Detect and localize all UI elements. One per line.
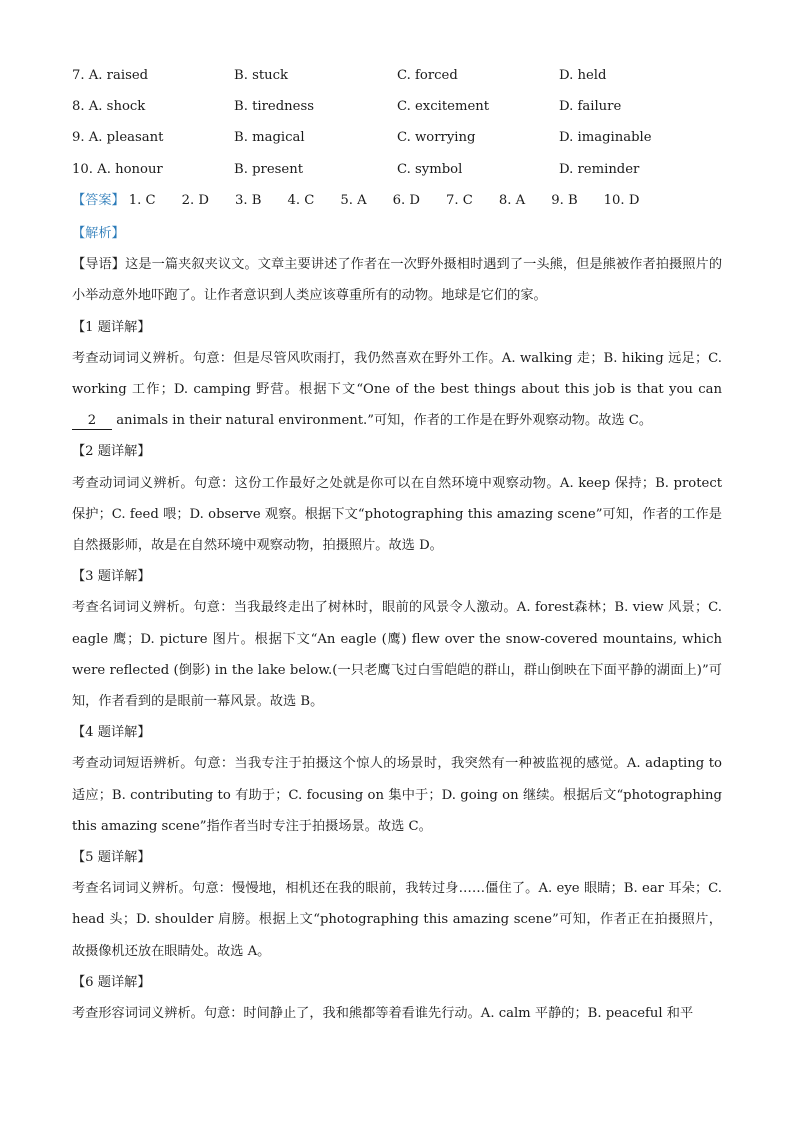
question-7-options — [72, 62, 722, 93]
option-c: C. symbol — [397, 161, 463, 177]
detail-text: 考查形容词词义辨析。句意：时间静止了，我和熊都等着看谁先行动。A. calm 平静的；B. peaceful 和平 — [72, 1005, 694, 1021]
option-c: C. excitement — [397, 99, 490, 115]
option-d: D. reminder — [559, 161, 640, 177]
detail-paragraph — [72, 468, 722, 562]
answer-key — [72, 187, 722, 218]
option-a: 7. A. raised — [72, 68, 149, 83]
analysis-heading: 【解析】 — [72, 225, 125, 241]
option-a: 8. A. shock — [72, 99, 146, 115]
answer-item: 6. D — [392, 192, 420, 208]
answer-item: 10. D — [603, 192, 640, 208]
option-d: D. imaginable — [559, 130, 652, 146]
detail-paragraph — [72, 592, 722, 717]
option-b: B. magical — [234, 130, 305, 146]
detail-heading: 【5 题详解】 — [72, 849, 151, 865]
detail-paragraph — [72, 343, 722, 437]
page-content — [72, 62, 722, 1029]
detail-heading: 【3 题详解】 — [72, 569, 151, 585]
detail-paragraph — [72, 748, 722, 842]
intro-text: 这是一篇夹叙夹议文。文章主要讲述了作者在一次野外摄相时遇到了一头熊，但是熊被作者拍摄照片的小举动意外地吓跑了。让作者意识到人类应该尊重所有的动物。地球是它们的家。 — [72, 257, 723, 304]
detail-paragraph — [72, 998, 722, 1029]
option-c: C. worrying — [397, 130, 476, 146]
option-b: B. tiredness — [234, 99, 314, 115]
question-10-options — [72, 156, 722, 187]
intro-tag: 【导语】 — [72, 257, 126, 273]
detail-text: 考查名词词义辨析。句意：当我最终走出了树林时，眼前的风景令人激动。A. forest森林；B. view 风景；C. eagle 鹰；D. picture 图片。根据下文“An eagle (鹰) flew over the snow-covered mountains, which were reflected (倒影) in the lake below.(一只老鹰飞过白雪皑皑的群山，群山倒映在下面平静的湖面上)”可知，作者看到的是眼前一幕风景。故选 B。 — [72, 600, 722, 709]
answer-item: 3. B — [234, 192, 262, 208]
intro-paragraph — [72, 249, 722, 311]
detail-heading: 【1 题详解】 — [72, 319, 151, 335]
detail-text: 考查动词词义辨析。句意：但是尽管风吹雨打，我仍然喜欢在野外工作。A. walking 走；B. hiking 远足；C. working 工作；D. camping 野营。根据下文“One of the best things about this job is that you can — [72, 350, 722, 397]
answer-item: 7. C — [446, 192, 473, 208]
option-b: B. stuck — [234, 68, 289, 83]
detail-text: 考查动词短语辨析。句意：当我专注于拍摄这个惊人的场景时，我突然有一种被监视的感觉。A. adapting to 适应；B. contributing to 有助于；C. focusing on 集中于；D. going on 继续。根据后文“photographing this amazing scene”指作者当时专注于拍摄场景。故选 C。 — [72, 756, 722, 834]
answer-item: 1. C — [128, 192, 156, 208]
answer-item: 9. B — [551, 192, 578, 208]
option-d: D. failure — [559, 99, 622, 115]
detail-text: 考查名词词义辨析。句意：慢慢地，相机还在我的眼前，我转过身……僵住了。A. eye 眼睛；B. ear 耳朵；C. head 头；D. shoulder 肩膀。根据上文“photographing this amazing scene”可知，作者正在拍摄照片，故摄像机还放在眼睛处。故选 A。 — [72, 881, 722, 959]
answer-item: 8. A — [498, 192, 526, 208]
question-8-options — [72, 93, 722, 124]
answer-item: 4. C — [287, 192, 315, 208]
answer-item: 2. D — [181, 192, 209, 208]
detail-paragraph — [72, 873, 722, 967]
option-a: 9. A. pleasant — [72, 130, 164, 146]
option-c: C. forced — [397, 68, 458, 83]
answer-item: 5. A — [340, 192, 367, 208]
option-d: D. held — [559, 68, 607, 83]
detail-heading: 【2 题详解】 — [72, 444, 151, 460]
question-9-options — [72, 124, 722, 155]
detail-text: 考查动词词义辨析。句意：这份工作最好之处就是你可以在自然环境中观察动物。A. keep 保持；B. protect 保护；C. feed 喂；D. observe 观察。根据下文“photographing this amazing scene”可知，作者的工作是自然摄影师，故是在自然环境中观察动物，拍摄照片。故选 D。 — [72, 475, 722, 553]
answer-tag: 【答案】 — [72, 192, 125, 208]
detail-heading: 【4 题详解】 — [72, 725, 151, 741]
option-a: 10. A. honour — [72, 161, 163, 177]
detail-heading: 【6 题详解】 — [72, 974, 151, 990]
fill-blank: 2 — [72, 413, 112, 430]
option-b: B. present — [234, 161, 303, 177]
detail-text: animals in their natural environment.”可知，作者的工作是在野外观察动物。故选 C。 — [112, 413, 653, 429]
